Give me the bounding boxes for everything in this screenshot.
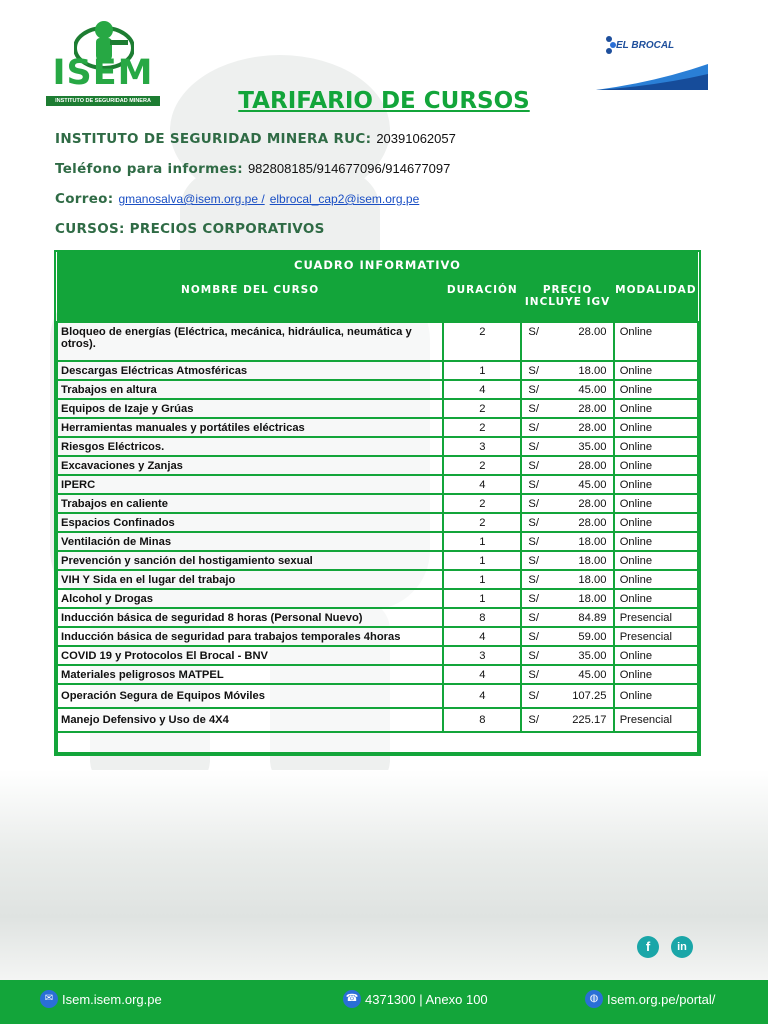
phone-label: Teléfono para informes: <box>55 161 243 177</box>
course-name: Inducción básica de seguridad para trabajos temporales 4horas <box>57 627 443 646</box>
course-mode: Online <box>614 361 698 380</box>
empty-cell <box>57 732 698 753</box>
course-price <box>521 708 613 732</box>
course-mode: Presencial <box>614 708 698 732</box>
table-row <box>57 456 698 475</box>
currency-symbol: S/ <box>528 554 539 567</box>
course-duration: 2 <box>443 399 521 418</box>
course-mode: Online <box>614 399 698 418</box>
course-price <box>521 532 613 551</box>
course-name: Bloqueo de energías (Eléctrica, mecánica, hidráulica, neumática y otros). <box>57 322 443 361</box>
course-name: Excavaciones y Zanjas <box>57 456 443 475</box>
table-row <box>57 551 698 570</box>
table-row <box>57 708 698 732</box>
email-label: Correo: <box>55 191 114 207</box>
table-row <box>57 399 698 418</box>
course-duration: 2 <box>443 513 521 532</box>
price-amount: 18.00 <box>578 364 607 377</box>
course-mode: Online <box>614 665 698 684</box>
course-duration: 1 <box>443 361 521 380</box>
email-link-1[interactable]: gmanosalva@isem.org.pe / <box>118 192 265 206</box>
table-row <box>57 684 698 708</box>
col-header-mode: MODALIDAD <box>614 278 698 322</box>
course-price <box>521 665 613 684</box>
col-header-price: PRECIO INCLUYE IGV <box>521 278 613 322</box>
isem-logo <box>44 18 162 104</box>
course-price <box>521 475 613 494</box>
course-duration: 1 <box>443 551 521 570</box>
table-row <box>57 437 698 456</box>
course-duration: 4 <box>443 380 521 399</box>
course-price <box>521 361 613 380</box>
price-amount: 28.00 <box>578 459 607 472</box>
email-line <box>55 191 419 207</box>
table-row <box>57 608 698 627</box>
linkedin-icon[interactable]: in <box>671 936 693 958</box>
course-price <box>521 608 613 627</box>
course-name: COVID 19 y Protocolos El Brocal - BNV <box>57 646 443 665</box>
course-price <box>521 380 613 399</box>
course-price <box>521 437 613 456</box>
course-name: Herramientas manuales y portátiles eléctricas <box>57 418 443 437</box>
price-amount: 45.00 <box>578 668 607 681</box>
footer-bar <box>0 980 768 1024</box>
course-name: Materiales peligrosos MATPEL <box>57 665 443 684</box>
course-duration: 1 <box>443 589 521 608</box>
course-price <box>521 513 613 532</box>
course-duration: 2 <box>443 494 521 513</box>
globe-icon: ◍ <box>585 990 603 1008</box>
table-row <box>57 646 698 665</box>
currency-symbol: S/ <box>528 668 539 681</box>
ruc-value: 20391062057 <box>376 131 456 146</box>
table-row <box>57 494 698 513</box>
currency-symbol: S/ <box>528 714 539 726</box>
course-price <box>521 646 613 665</box>
course-table <box>54 250 701 756</box>
course-mode: Online <box>614 437 698 456</box>
table-row <box>57 570 698 589</box>
el-brocal-logo <box>596 24 708 88</box>
course-name: Riesgos Eléctricos. <box>57 437 443 456</box>
currency-symbol: S/ <box>528 440 539 453</box>
course-duration: 2 <box>443 418 521 437</box>
ruc-line <box>55 131 456 147</box>
phone-line <box>55 161 450 177</box>
course-mode: Online <box>614 646 698 665</box>
course-price <box>521 627 613 646</box>
course-duration: 2 <box>443 456 521 475</box>
currency-symbol: S/ <box>528 478 539 491</box>
course-name: Espacios Confinados <box>57 513 443 532</box>
course-name: Operación Segura de Equipos Móviles <box>57 684 443 708</box>
course-price <box>521 456 613 475</box>
currency-symbol: S/ <box>528 630 539 643</box>
price-amount: 28.00 <box>578 421 607 434</box>
logo-wordmark: ISEM <box>52 53 154 93</box>
course-name: Ventilación de Minas <box>57 532 443 551</box>
course-duration: 2 <box>443 322 521 361</box>
course-mode: Online <box>614 551 698 570</box>
course-mode: Online <box>614 380 698 399</box>
course-name: Descargas Eléctricas Atmosféricas <box>57 361 443 380</box>
table-caption: CUADRO INFORMATIVO <box>57 252 698 278</box>
course-mode: Online <box>614 475 698 494</box>
course-price <box>521 322 613 361</box>
course-mode: Online <box>614 570 698 589</box>
course-duration: 3 <box>443 646 521 665</box>
footer-phone[interactable] <box>343 990 488 1008</box>
price-amount: 28.00 <box>578 497 607 510</box>
phone-icon: ☎ <box>343 990 361 1008</box>
course-name: Trabajos en caliente <box>57 494 443 513</box>
course-duration: 4 <box>443 627 521 646</box>
price-amount: 18.00 <box>578 535 607 548</box>
course-price <box>521 494 613 513</box>
course-name: Manejo Defensivo y Uso de 4X4 <box>57 708 443 732</box>
price-amount: 35.00 <box>578 440 607 453</box>
course-duration: 4 <box>443 475 521 494</box>
price-amount: 59.00 <box>578 630 607 643</box>
footer-web-text: Isem.isem.org.pe <box>62 991 162 1007</box>
col-header-duration: DURACIÓN <box>443 278 521 322</box>
course-duration: 1 <box>443 532 521 551</box>
ruc-label: INSTITUTO DE SEGURIDAD MINERA RUC: <box>55 131 372 147</box>
footer-portal[interactable] <box>585 990 715 1008</box>
course-mode: Online <box>614 456 698 475</box>
course-price <box>521 418 613 437</box>
currency-symbol: S/ <box>528 459 539 472</box>
course-name: Inducción básica de seguridad 8 horas (Personal Nuevo) <box>57 608 443 627</box>
course-duration: 8 <box>443 708 521 732</box>
course-name: VIH Y Sida en el lugar del trabajo <box>57 570 443 589</box>
price-amount: 45.00 <box>578 478 607 491</box>
course-duration: 4 <box>443 665 521 684</box>
currency-symbol: S/ <box>528 592 539 605</box>
course-mode: Online <box>614 322 698 361</box>
currency-symbol: S/ <box>528 383 539 396</box>
facebook-icon[interactable]: f <box>637 936 659 958</box>
price-amount: 84.89 <box>578 611 607 624</box>
course-name: Trabajos en altura <box>57 380 443 399</box>
table-row <box>57 627 698 646</box>
price-amount: 18.00 <box>578 573 607 586</box>
price-amount: 28.00 <box>578 402 607 415</box>
currency-symbol: S/ <box>528 421 539 434</box>
course-name: Alcohol y Drogas <box>57 589 443 608</box>
currency-symbol: S/ <box>528 497 539 510</box>
course-duration: 4 <box>443 684 521 708</box>
price-amount: 18.00 <box>578 554 607 567</box>
course-mode: Online <box>614 418 698 437</box>
currency-symbol: S/ <box>528 535 539 548</box>
table-row <box>57 380 698 399</box>
course-duration: 8 <box>443 608 521 627</box>
course-mode: Presencial <box>614 608 698 627</box>
col-header-name: NOMBRE DEL CURSO <box>57 278 443 322</box>
course-name: Prevención y sanción del hostigamiento sexual <box>57 551 443 570</box>
table-row <box>57 475 698 494</box>
footer-web[interactable] <box>40 990 162 1008</box>
brocal-swoosh-icon <box>596 64 708 90</box>
phone-value: 982808185/914677096/914677097 <box>247 161 451 176</box>
course-price <box>521 570 613 589</box>
table-row <box>57 532 698 551</box>
section-label: CURSOS: PRECIOS CORPORATIVOS <box>55 221 325 237</box>
course-name: Equipos de Izaje y Grúas <box>57 399 443 418</box>
course-price <box>521 589 613 608</box>
currency-symbol: S/ <box>528 326 539 338</box>
footer-portal-text: Isem.org.pe/portal/ <box>607 991 716 1007</box>
course-mode: Online <box>614 684 698 708</box>
currency-symbol: S/ <box>528 649 539 662</box>
email-icon: ✉ <box>40 990 58 1008</box>
table-row <box>57 589 698 608</box>
currency-symbol: S/ <box>528 516 539 529</box>
course-price <box>521 684 613 708</box>
currency-symbol: S/ <box>528 573 539 586</box>
table-row <box>57 513 698 532</box>
logo-tagline: INSTITUTO DE SEGURIDAD MINERA <box>46 96 160 106</box>
table-row <box>57 361 698 380</box>
price-amount: 18.00 <box>578 592 607 605</box>
price-amount: 28.00 <box>578 516 607 529</box>
price-amount: 28.00 <box>578 326 607 338</box>
course-mode: Online <box>614 494 698 513</box>
course-name: IPERC <box>57 475 443 494</box>
empty-row <box>57 732 698 753</box>
currency-symbol: S/ <box>528 402 539 415</box>
course-mode: Online <box>614 589 698 608</box>
brocal-name: EL BROCAL <box>616 40 675 51</box>
course-mode: Presencial <box>614 627 698 646</box>
course-duration: 1 <box>443 570 521 589</box>
email-link-2[interactable]: elbrocal_cap2@isem.org.pe <box>269 192 420 206</box>
price-amount: 225.17 <box>572 714 607 726</box>
price-amount: 107.25 <box>572 690 607 702</box>
course-price <box>521 551 613 570</box>
table-row <box>57 665 698 684</box>
footer-phone-text: 4371300 | Anexo 100 <box>365 991 488 1007</box>
page-title: TARIFARIO DE CURSOS <box>238 88 530 114</box>
course-duration: 3 <box>443 437 521 456</box>
table-row <box>57 418 698 437</box>
price-amount: 35.00 <box>578 649 607 662</box>
currency-symbol: S/ <box>528 690 539 702</box>
price-amount: 45.00 <box>578 383 607 396</box>
course-mode: Online <box>614 532 698 551</box>
table-row <box>57 322 698 361</box>
currency-symbol: S/ <box>528 364 539 377</box>
course-price <box>521 399 613 418</box>
currency-symbol: S/ <box>528 611 539 624</box>
course-mode: Online <box>614 513 698 532</box>
